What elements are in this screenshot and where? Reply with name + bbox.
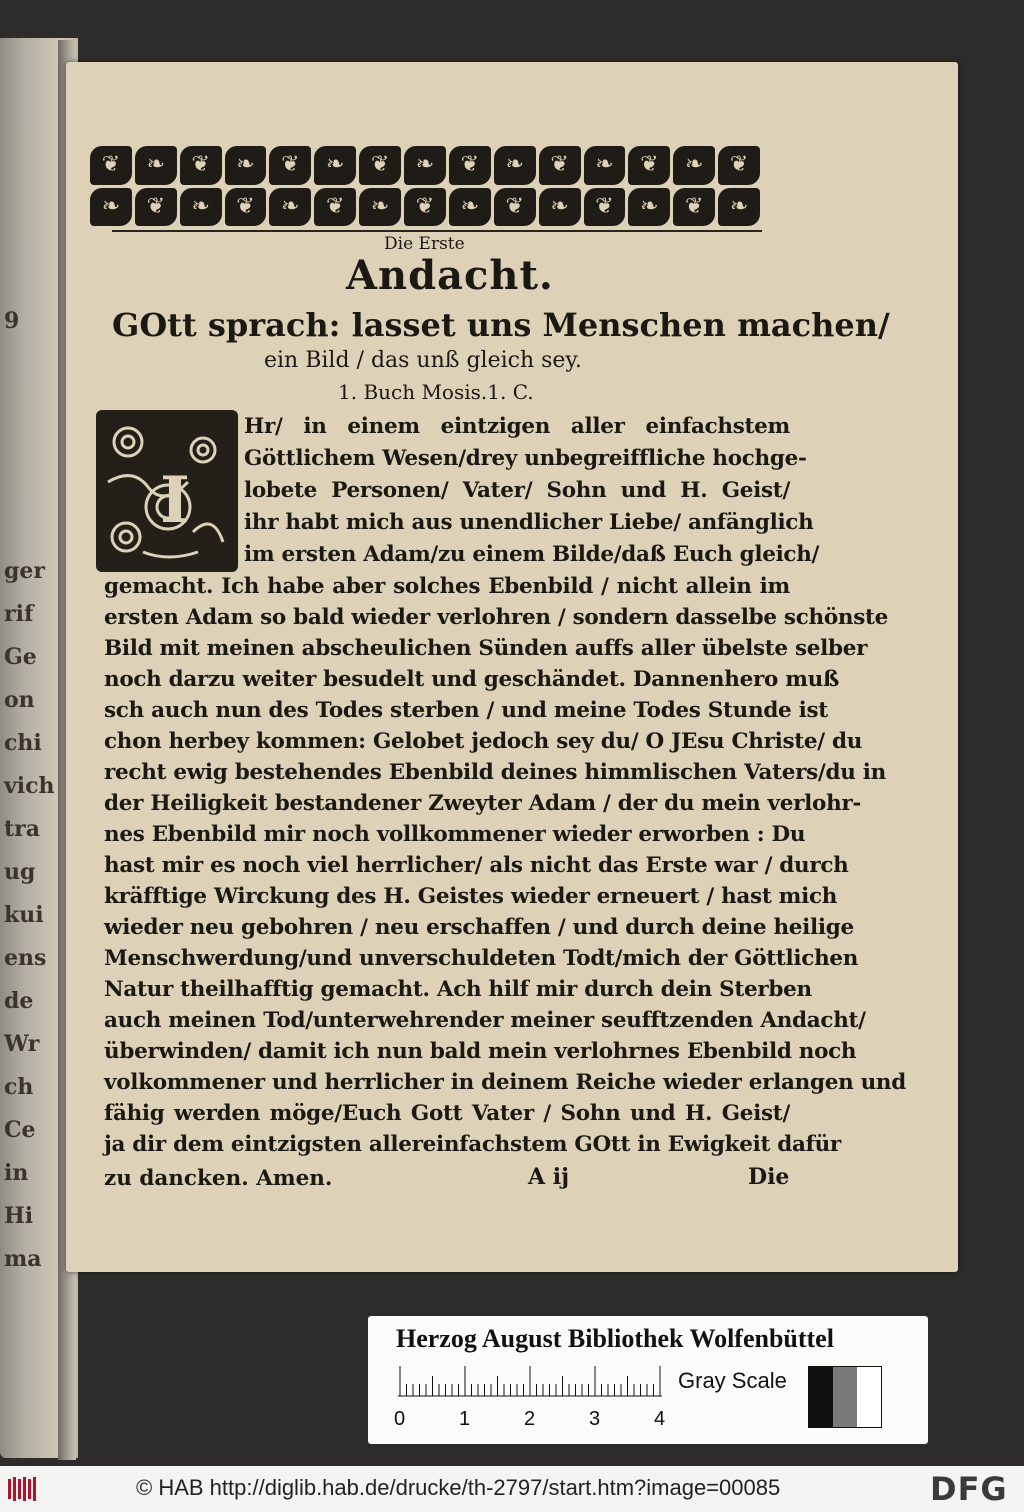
body-text-line: fähig werden möge/Euch Gott Vater / Sohn und H. Geist/ xyxy=(104,1101,790,1126)
color-calibration-card xyxy=(368,1316,928,1444)
body-text-line: Menschwerdung/und unverschuldeten Todt/mich der Göttlichen xyxy=(104,946,859,971)
ornament-cell: ❦ xyxy=(135,188,177,227)
bible-reference: 1. Buch Mosis.1. C. xyxy=(338,380,534,404)
ornament-cell: ❦ xyxy=(269,146,311,185)
left-page-fragment: de xyxy=(4,988,34,1014)
heading-small: Die Erste xyxy=(384,234,465,254)
flourish-initial-icon xyxy=(98,412,236,570)
body-text-line: recht ewig bestehendes Ebenbild deines himmlischen Vaters/du in xyxy=(104,760,886,785)
measurement-ruler xyxy=(396,1366,666,1406)
ruler-number: 0 xyxy=(394,1408,406,1430)
body-text-line: auch meinen Tod/unterwehrender meiner seufftzenden Andacht/ xyxy=(104,1008,866,1033)
ornament-cell: ❦ xyxy=(539,146,581,185)
left-page-fragment: ens xyxy=(4,945,47,971)
ruler-number: 4 xyxy=(654,1408,666,1430)
svg-text:I: I xyxy=(160,463,190,538)
left-page-fragment: kui xyxy=(4,902,44,928)
left-page-fragment: Hi xyxy=(4,1203,34,1229)
body-text-line: noch darzu weiter besudelt und geschändet. Dannenhero muß xyxy=(104,667,840,692)
left-page-fragment: Ce xyxy=(4,1117,36,1143)
ornament-cell: ❦ xyxy=(180,146,222,185)
ornament-cell: ❧ xyxy=(584,146,626,185)
ornament-cell: ❧ xyxy=(359,188,401,227)
ornament-cell: ❦ xyxy=(584,188,626,227)
last-line: zu dancken. Amen. xyxy=(104,1166,333,1191)
body-text-line: nes Ebenbild mir noch vollkommener wieder erworben : Du xyxy=(104,822,806,847)
catchword: Die xyxy=(748,1164,790,1190)
swatch-gray xyxy=(833,1367,857,1427)
left-page-fragment: Ge xyxy=(4,644,37,670)
left-page-fragment: vich xyxy=(4,773,55,799)
ornament-cell: ❧ xyxy=(539,188,581,227)
left-page-fragment: 9 xyxy=(4,308,20,334)
ornament-cell: ❧ xyxy=(135,146,177,185)
ornament-cell: ❧ xyxy=(449,188,491,227)
body-text-line: Hr/ in einem eintzigen aller einfachstem xyxy=(244,414,790,439)
footer-bar xyxy=(0,1466,1024,1512)
motto-line-2: ein Bild / das unß gleich sey. xyxy=(264,348,582,373)
left-page-fragment: ug xyxy=(4,859,36,885)
body-text-line: Göttlichem Wesen/drey unbegreiffliche hochge- xyxy=(244,446,807,471)
copyright-url[interactable]: © HAB http://diglib.hab.de/drucke/th-2797/start.htm?image=00085 xyxy=(136,1475,781,1500)
ornament-cell: ❦ xyxy=(494,188,536,227)
ornament-cell: ❦ xyxy=(449,146,491,185)
body-text-line: sch auch nun des Todes sterben / und meine Todes Stunde ist xyxy=(104,698,828,723)
body-text-line: ja dir dem eintzigsten allereinfachstem GOtt in Ewigkeit dafür xyxy=(104,1132,841,1157)
ornament-cell: ❧ xyxy=(494,146,536,185)
ornament-cell: ❧ xyxy=(718,188,760,227)
ruler-number: 1 xyxy=(459,1408,471,1430)
header-rule xyxy=(112,230,762,232)
body-text-line: der Heiligkeit bestandener Zweyter Adam / der du mein verlohr- xyxy=(104,791,862,816)
motto-line-1: GOtt sprach: lasset uns Menschen machen/ xyxy=(112,306,890,344)
ornament-cell: ❧ xyxy=(628,188,670,227)
ornament-cell: ❧ xyxy=(314,146,356,185)
ornamental-header-band xyxy=(90,146,760,226)
body-text-line: überwinden/ damit ich nun bald mein verlohrnes Ebenbild noch xyxy=(104,1039,857,1064)
ornament-cell: ❧ xyxy=(673,146,715,185)
gray-scale-swatches xyxy=(808,1366,882,1428)
ornament-cell: ❦ xyxy=(314,188,356,227)
ruler-number: 3 xyxy=(589,1408,601,1430)
hab-barcode-logo-icon xyxy=(6,1473,38,1505)
left-page-fragment: tra xyxy=(4,816,41,842)
left-page-fragment: chi xyxy=(4,730,42,756)
library-name: Herzog August Bibliothek Wolfenbüttel xyxy=(396,1324,834,1353)
body-text-line: kräfftige Wirckung des H. Geistes wieder erneuert / hast mich xyxy=(104,884,838,909)
ornament-cell: ❧ xyxy=(269,188,311,227)
left-page-fragment: ch xyxy=(4,1074,34,1100)
body-text-line: volkommener und herrlicher in deinem Reiche wieder erlangen und xyxy=(104,1070,906,1095)
ornament-cell: ❦ xyxy=(359,146,401,185)
ornament-cell: ❦ xyxy=(628,146,670,185)
ornament-cell: ❦ xyxy=(225,188,267,227)
left-page-fragment: rif xyxy=(4,601,34,627)
gray-scale-label: Gray Scale xyxy=(678,1368,787,1393)
left-page-fragment: Wr xyxy=(4,1031,40,1057)
ruler-number: 2 xyxy=(524,1408,536,1430)
body-text-line: im ersten Adam/zu einem Bilde/daß Euch gleich/ xyxy=(244,542,820,567)
body-text-line: ihr habt mich aus unendlicher Liebe/ anfänglich xyxy=(244,510,814,535)
ornament-cell: ❧ xyxy=(90,188,132,227)
swatch-white xyxy=(857,1367,881,1427)
ornament-cell: ❦ xyxy=(718,146,760,185)
body-text-line: lobete Personen/ Vater/ Sohn und H. Geist/ xyxy=(244,478,790,503)
ornament-cell: ❦ xyxy=(404,188,446,227)
body-text-line: ersten Adam so bald wieder verlohren / sondern dasselbe schönste xyxy=(104,605,889,630)
ornament-cell: ❧ xyxy=(404,146,446,185)
page-title: Andacht. xyxy=(346,252,554,299)
left-page-fragment: ma xyxy=(4,1246,42,1272)
dfg-logo: DFG xyxy=(930,1470,1008,1508)
decorated-initial xyxy=(96,410,238,572)
body-text-line: gemacht. Ich habe aber solches Ebenbild / nicht allein im xyxy=(104,574,790,599)
body-text-line: hast mir es noch viel herrlicher/ als nicht das Erste war / durch xyxy=(104,853,849,878)
ornament-cell: ❦ xyxy=(90,146,132,185)
signature-mark: A ij xyxy=(528,1164,570,1190)
body-text-line: wieder neu gebohren / neu erschaffen / und durch deine heilige xyxy=(104,915,854,940)
body-text-line: chon herbey kommen: Gelobet jedoch sey du/ O JEsu Christe/ du xyxy=(104,729,863,754)
swatch-black xyxy=(809,1367,833,1427)
body-text-line: Natur theilhafftig gemacht. Ach hilf mir durch dein Sterben xyxy=(104,977,812,1002)
ornament-cell: ❧ xyxy=(225,146,267,185)
left-page-fragment: in xyxy=(4,1160,29,1186)
ornament-cell: ❦ xyxy=(673,188,715,227)
body-text-line: Bild mit meinen abscheulichen Sünden auffs aller übelste selber xyxy=(104,636,868,661)
left-page-fragment: ger xyxy=(4,558,45,584)
left-page-fragment: on xyxy=(4,687,35,713)
ornament-cell: ❧ xyxy=(180,188,222,227)
